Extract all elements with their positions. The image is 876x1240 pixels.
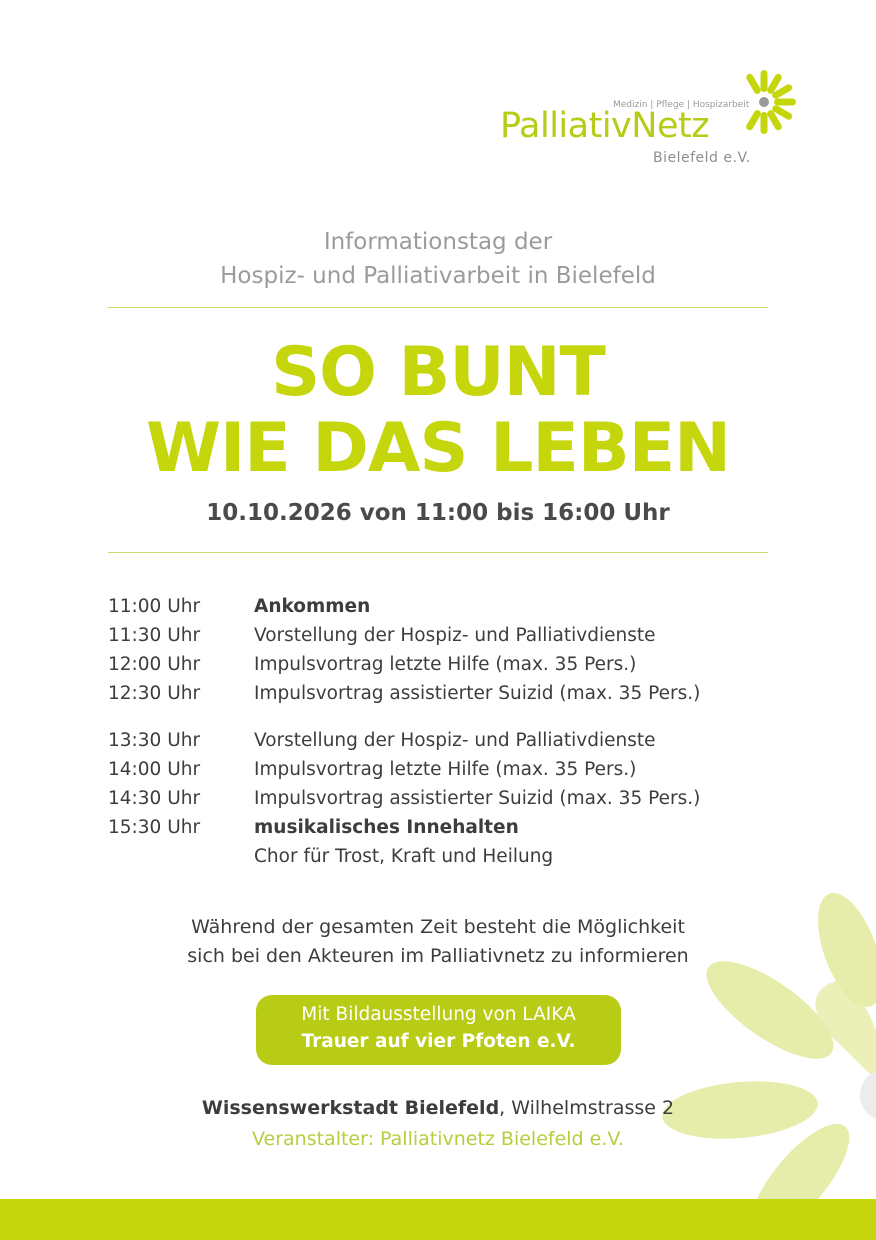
- schedule-time: 13:30 Uhr: [108, 730, 201, 751]
- schedule-time: 14:30 Uhr: [108, 788, 201, 809]
- divider-top: [108, 307, 768, 308]
- subtitle-line-2: Hospiz- und Palliativarbeit in Bielefeld: [220, 263, 656, 289]
- schedule-row: [108, 784, 808, 813]
- exhibition-line-1: Mit Bildausstellung von LAIKA: [301, 1004, 576, 1025]
- event-date: 10.10.2026 von 11:00 bis 16:00 Uhr: [206, 500, 670, 526]
- venue: [0, 1097, 876, 1119]
- schedule-desc: Impulsvortrag letzte Hilfe (max. 35 Pers.): [254, 759, 637, 780]
- schedule-time: 14:00 Uhr: [108, 759, 201, 780]
- schedule-row: [108, 650, 808, 679]
- schedule-time: 11:00 Uhr: [108, 596, 201, 617]
- schedule-desc: Impulsvortrag letzte Hilfe (max. 35 Pers.): [254, 654, 637, 675]
- venue-name: Wissenswerkstadt Bielefeld: [201, 1097, 500, 1119]
- schedule-row: [108, 621, 808, 650]
- logo-tagline: Medizin | Pflege | Hospizarbeit: [613, 100, 750, 110]
- exhibition-line-2: Trauer auf vier Pfoten e.V.: [301, 1031, 576, 1052]
- organizer: Veranstalter: Palliativnetz Bielefeld e.V.: [252, 1128, 624, 1150]
- bottom-bar: [0, 1199, 876, 1240]
- schedule-time: 12:30 Uhr: [108, 683, 201, 704]
- headline-line-2: WIE DAS LEBEN: [145, 409, 731, 488]
- logo-name: PalliativNetz: [500, 106, 710, 146]
- exhibition-badge: [256, 995, 621, 1065]
- schedule-desc: Chor für Trost, Kraft und Heilung: [254, 846, 554, 867]
- schedule: [108, 592, 808, 871]
- headline-line-1: SO BUNT: [271, 333, 605, 412]
- schedule-row: [108, 726, 808, 755]
- schedule-desc: Vorstellung der Hospiz- und Palliativdienste: [254, 625, 656, 646]
- logo: [500, 62, 810, 172]
- logo-subtitle: Bielefeld e.V.: [653, 150, 751, 166]
- subtitle-line-1: Informationstag der: [323, 229, 553, 255]
- schedule-row: [108, 592, 808, 621]
- divider-bottom: [108, 552, 768, 553]
- schedule-desc: musikalisches Innehalten: [254, 817, 519, 838]
- schedule-desc: Impulsvortrag assistierter Suizid (max. 35 Pers.): [254, 683, 701, 704]
- schedule-desc: Ankommen: [254, 596, 371, 617]
- schedule-row: [108, 842, 808, 871]
- schedule-row: [108, 813, 808, 842]
- venue-address: , Wilhelmstrasse 2: [499, 1097, 675, 1119]
- schedule-time: 12:00 Uhr: [108, 654, 201, 675]
- schedule-row: [108, 755, 808, 784]
- schedule-desc: Impulsvortrag assistierter Suizid (max. 35 Pers.): [254, 788, 701, 809]
- schedule-time: 11:30 Uhr: [108, 625, 201, 646]
- schedule-time: 15:30 Uhr: [108, 817, 201, 838]
- flower-decoration-icon: [650, 880, 876, 1199]
- info-line-1: Während der gesamten Zeit besteht die Möglichkeit: [191, 916, 685, 938]
- schedule-desc: Vorstellung der Hospiz- und Palliativdienste: [254, 730, 656, 751]
- info-line-2: sich bei den Akteuren im Palliativnetz zu informieren: [187, 945, 689, 967]
- schedule-gap: [108, 708, 808, 726]
- schedule-row: [108, 679, 808, 708]
